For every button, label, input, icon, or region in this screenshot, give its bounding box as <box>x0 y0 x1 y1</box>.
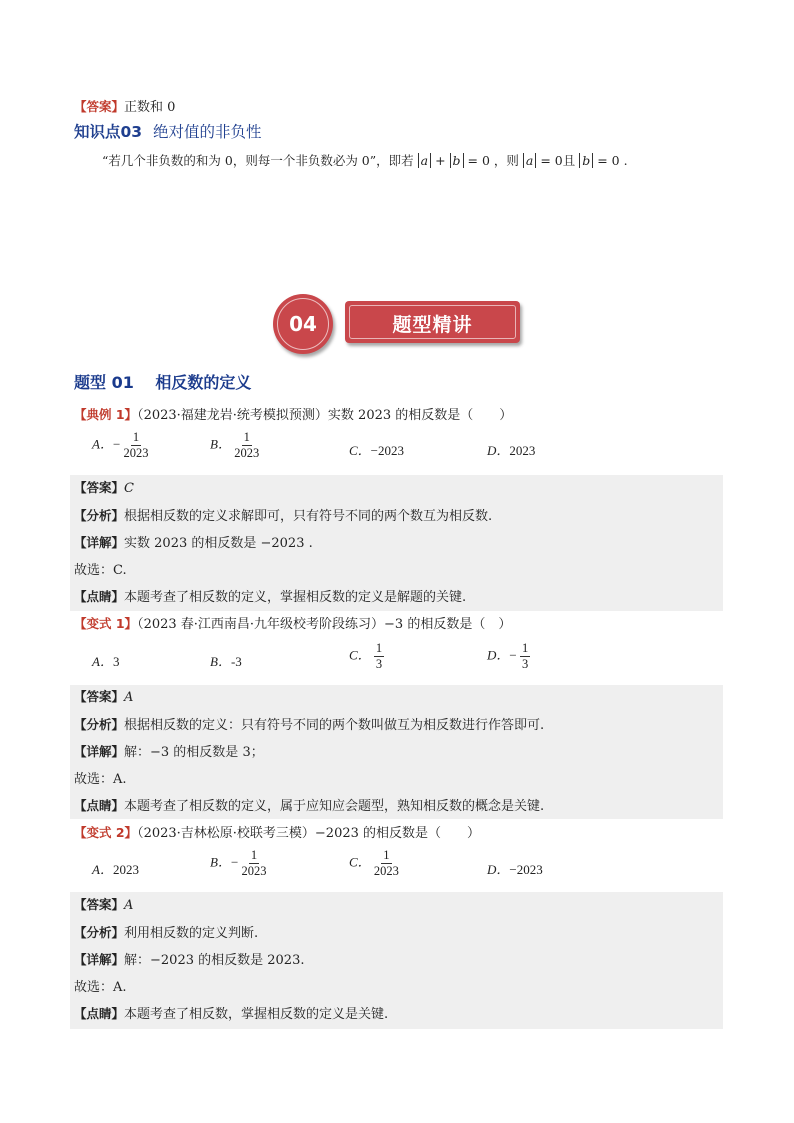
abs-b-2: b <box>579 153 593 168</box>
knowledge-point-heading <box>74 120 262 142</box>
variant-1-analysis: 【分析】根据相反数的定义：只有符号不同的两个数叫做互为相反数进行作答即可. <box>74 717 545 733</box>
abs-a: a <box>418 153 431 168</box>
variant-2-tag: 【变式 2】 <box>74 825 138 840</box>
example-1-analysis: 【分析】根据相反数的定义求解即可，只有符号不同的两个数互为相反数. <box>74 508 493 524</box>
example-1-choice: 故选：C. <box>74 563 127 578</box>
example-1-answer: 【答案】C <box>74 480 134 496</box>
variant-2-option-b: B．− $\frac{1}{2023}$ <box>210 848 267 879</box>
type-heading <box>74 370 251 393</box>
prev-answer-line <box>74 96 175 115</box>
example-1-option-c: C．−2023 <box>349 443 405 458</box>
example-1-option-a: A．− $\frac{1}{2023}$ <box>92 430 149 461</box>
kp-and: = 0且 <box>540 153 576 168</box>
variant-2-comment: 【点睛】本题考查了相反数，掌握相反数的定义是关键. <box>74 1006 389 1022</box>
section-banner <box>345 301 520 343</box>
variant-2-option-c: C． $\frac{1}{2023}$ <box>349 848 399 879</box>
section-number-badge <box>273 294 333 354</box>
kp-label: 知识点03 <box>74 123 143 141</box>
example-1-option-b: B． $\frac{1}{2023}$ <box>210 430 260 461</box>
example-1-detail: 【详解】实数 2023 的相反数是 −2023 . <box>74 535 313 551</box>
variant-1-detail: 【详解】解：−3 的相反数是 3； <box>74 744 264 760</box>
variant-1-option-c: C． $\frac{1}{3}$ <box>349 641 383 672</box>
variant-2-text: （2023·吉林松原·校联考三模）−2023 的相反数是（ ） <box>137 826 481 841</box>
example-1-comment: 【点睛】本题考查了相反数的定义，掌握相反数的定义是解题的关键. <box>74 589 467 605</box>
abs-a-2: a <box>523 153 536 168</box>
variant-1-answer: 【答案】A <box>74 689 134 705</box>
variant-1-stem <box>74 613 511 632</box>
variant-1-text: （2023 春·江西南昌·九年级校考阶段练习）−3 的相反数是（ ） <box>137 617 512 632</box>
variant-2-answer: 【答案】A <box>74 897 134 913</box>
kp-end: = 0 . <box>597 153 628 168</box>
example-1-tag: 【典例 1】 <box>74 407 138 422</box>
example-1-stem <box>74 404 512 423</box>
variant-2-analysis: 【分析】利用相反数的定义判断. <box>74 925 259 941</box>
variant-1-option-b: B．-3 <box>210 654 242 669</box>
variant-2-option-d: D．−2023 <box>487 862 543 877</box>
example-1-option-d: D．2023 <box>487 443 536 458</box>
variant-2-choice: 故选：A. <box>74 980 127 995</box>
variant-1-tag: 【变式 1】 <box>74 616 138 631</box>
variant-1-option-d: D．− $\frac{1}{3}$ <box>487 641 529 672</box>
kp-then: = 0 ，则 <box>467 153 519 168</box>
type-label: 题型 01 <box>74 373 134 392</box>
kp-title: 绝对值的非负性 <box>153 123 262 141</box>
variant-1-choice: 故选：A. <box>74 772 127 787</box>
variant-2-stem <box>74 822 480 841</box>
variant-1-comment: 【点睛】本题考查了相反数的定义，属于应知应会题型，熟知相反数的概念是关键. <box>74 798 545 814</box>
kp-body <box>102 151 628 169</box>
answer-tag: 【答案】 <box>74 99 125 114</box>
type-title: 相反数的定义 <box>155 373 252 392</box>
example-1-text: （2023·福建龙岩·统考模拟预测）实数 2023 的相反数是（ ） <box>137 408 513 423</box>
variant-1-option-a: A．3 <box>92 654 120 669</box>
abs-b: b <box>450 153 464 168</box>
section-banner-title: 题型精讲 <box>392 314 473 336</box>
section-number: 04 <box>289 312 317 336</box>
kp-body-text: “若几个非负数的和为 0，则每一个非负数必为 0”，即若 <box>102 153 414 168</box>
variant-2-detail: 【详解】解：−2023 的相反数是 2023. <box>74 952 305 968</box>
answer-text: 正数和 0 <box>124 100 176 115</box>
variant-2-option-a: A．2023 <box>92 862 139 877</box>
kp-plus: + <box>435 153 446 168</box>
